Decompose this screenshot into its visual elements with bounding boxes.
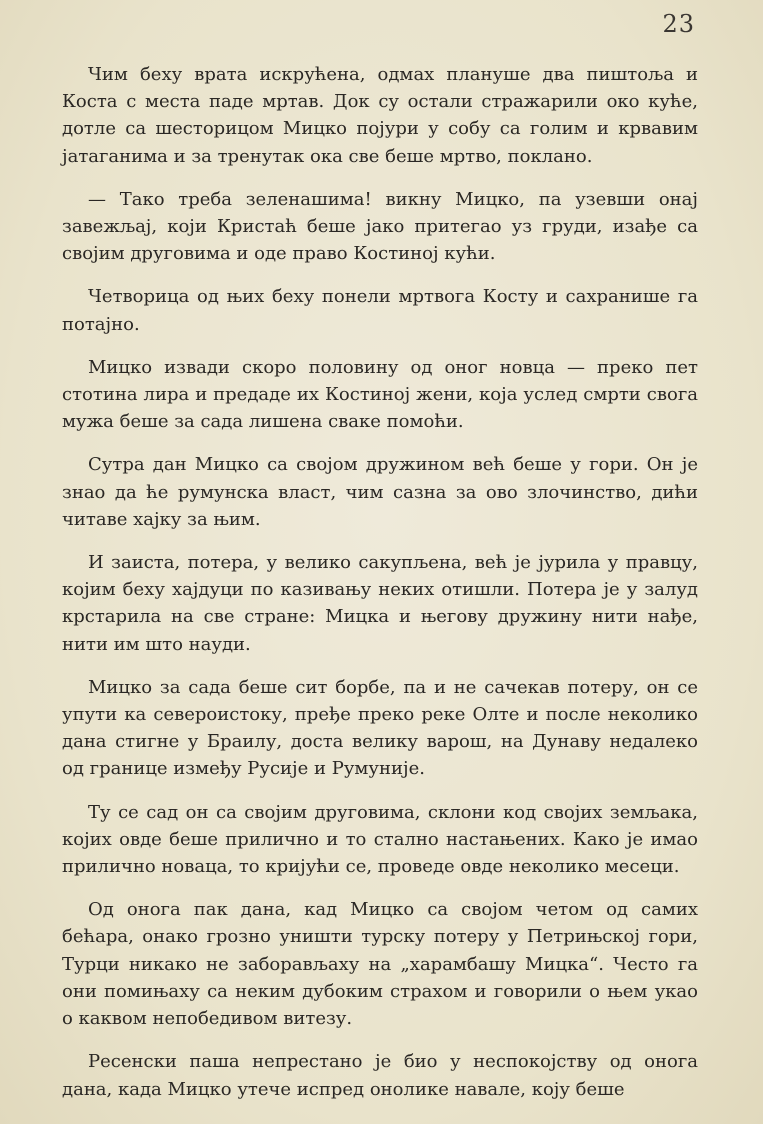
paragraph-10: Ресенски паша непрестано је био у неспокојству од онога дана, када Мицко утече испред онолике навале, коју беше	[62, 1051, 698, 1100]
page-number: 23	[662, 10, 695, 38]
paragraph-9: Од онога пак дана, кад Мицко са својом четом од самих бећара, онако грозно уништи турску потеру у Петрињској гори, Турци никако не заборављаху на „харамбашу Мицка“. Често га они помињаху са неким дубоким страхом и говорили о њем укао о каквом непобедивом витезу.	[62, 899, 698, 1030]
paragraph-7: Мицко за сада беше сит борбе, па и не сачекав потеру, он се упути ка североистоку, пређе преко реке Олте и после неколико дана стигне у Браилу, доста велику варош, на Дунаву недалеко од границе између Русије и Румуније.	[62, 676, 698, 780]
paragraph-4: Мицко извади скоро половину од оног новца — преко пет стотина лира и предаде их Костиној жени, која услед смрти свога мужа беше за сада лишена сваке помоћи.	[62, 356, 698, 433]
paragraph-2: — Тако треба зеленашима! викну Мицко, па узевши онај завежљај, који Кристаћ беше јако притегао уз груди, изађе са својим друговима и оде право Костиној кући.	[62, 188, 698, 265]
paragraph-3: Четворица од њих беху понели мртвога Косту и сахранише га потајно.	[62, 286, 698, 335]
paragraph-6: И заиста, потера, у велико сакупљена, већ је јурила у правцу, којим беху хајдуци по казивању неких отишли. Потера је у залуд крстарила на све стране: Мицка и његову дружину нити нађе, нити им што науди.	[62, 552, 698, 655]
paragraph-5: Сутра дан Мицко са својом дружином већ беше у гори. Он је знао да ће румунска власт, чим сазна за ово злочинство, дићи читаве хајку за њим.	[62, 454, 698, 530]
body-text	[62, 61, 698, 1103]
paragraph-1: Чим беху врата искрућена, одмах плануше два пиштоља и Коста с места паде мртав. Док су остали стражарили око куће, дотле са шесторицом Мицко појури у собу са голим и крвавим јатаганима и за тренутак ока све беше мртво, поклано.	[62, 64, 698, 167]
paragraph-8: Ту се сад он са својим друговима, склони код својих земљака, којих овде беше прилично и то стално настањених. Како је имао прилично новаца, то кријући се, проведе овде неколико месеци.	[62, 801, 698, 878]
